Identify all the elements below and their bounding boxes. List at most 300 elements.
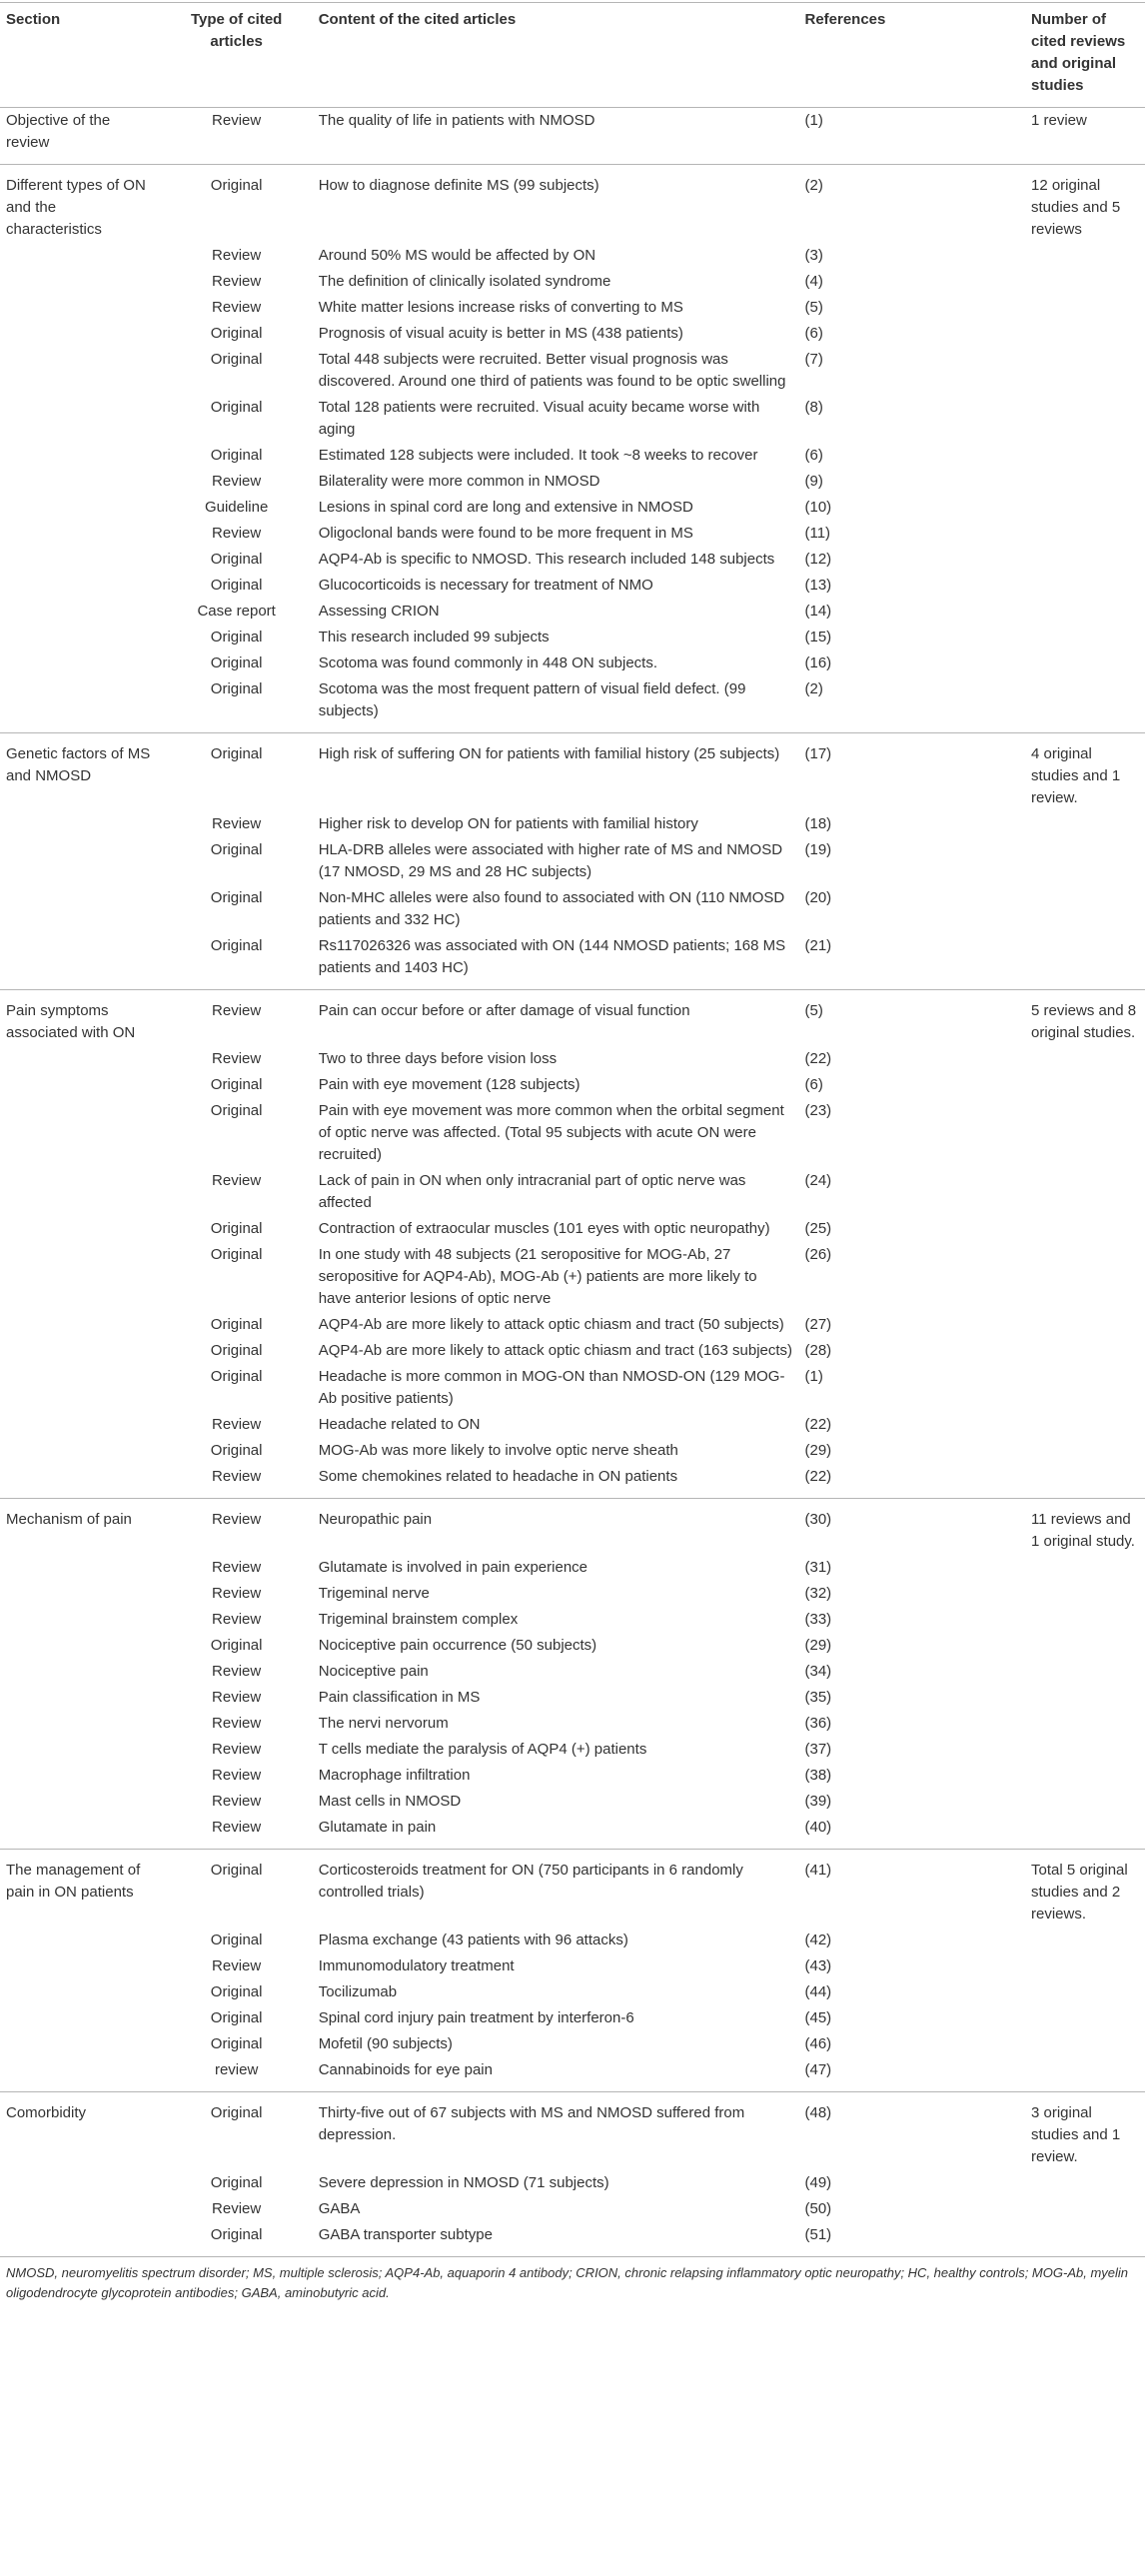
cell-content: Prognosis of visual acuity is better in MS (438 patients) bbox=[318, 325, 683, 342]
table-row bbox=[0, 933, 1145, 990]
cell-number bbox=[1025, 1412, 1145, 1438]
cell-content: Pain classification in MS bbox=[318, 1689, 481, 1706]
cell-content: HLA-DRB alleles were associated with higher rate of MS and NMOSD (17 NMOSD, 29 MS and 28 HC subjects) bbox=[318, 841, 783, 880]
cell-content: Rs117026326 was associated with ON (144 NMOSD patients; 168 MS patients and 1403 HC) bbox=[313, 933, 799, 990]
table-row bbox=[0, 2057, 1145, 2092]
cell-content: The quality of life in patients with NMOSD bbox=[313, 108, 799, 165]
cell-number bbox=[1025, 1633, 1145, 1659]
cell-reference: (30) bbox=[804, 1511, 832, 1528]
cell-number bbox=[1025, 347, 1145, 395]
cell-type: Original bbox=[210, 2035, 263, 2052]
cell-content: Pain with eye movement was more common when the orbital segment of optic nerve was affected. (Total 95 subjects with acute ON were recruited) bbox=[318, 1102, 784, 1163]
cell-content: Trigeminal brainstem complex bbox=[318, 1611, 519, 1628]
cell-section bbox=[0, 1072, 161, 1098]
cell-number bbox=[1025, 1338, 1145, 1364]
cell-number bbox=[1025, 395, 1145, 443]
table-row bbox=[0, 1581, 1145, 1607]
cell-section bbox=[0, 1607, 161, 1633]
cell-content: Headache is more common in MOG-ON than NMOSD-ON (129 MOG-Ab positive patients) bbox=[318, 1368, 785, 1407]
cell-number bbox=[1025, 1216, 1145, 1242]
table-row bbox=[0, 1633, 1145, 1659]
cell-section bbox=[0, 1763, 161, 1789]
cell-reference: (44) bbox=[804, 1983, 832, 2000]
cell-section bbox=[0, 1242, 161, 1312]
cell-reference: (20) bbox=[804, 889, 832, 906]
cell-section bbox=[0, 885, 161, 933]
cell-reference: (32) bbox=[804, 1585, 832, 1602]
cell-number bbox=[1025, 1953, 1145, 1979]
cell-section bbox=[0, 1928, 161, 1953]
cell-section bbox=[0, 1555, 161, 1581]
table-row bbox=[0, 1412, 1145, 1438]
cell-content: Lesions in spinal cord are long and extensive in NMOSD bbox=[318, 499, 693, 516]
cell-reference: (19) bbox=[804, 841, 832, 858]
table-row bbox=[0, 1168, 1145, 1216]
cell-reference: (49) bbox=[804, 2174, 832, 2191]
cell-section bbox=[0, 321, 161, 347]
cell-number bbox=[1025, 547, 1145, 573]
cell-type: Review bbox=[212, 1416, 262, 1433]
cell-section: Mechanism of pain bbox=[6, 1511, 132, 1528]
cell-reference: (2) bbox=[804, 177, 823, 194]
cell-content: Non-MHC alleles were also found to associated with ON (110 NMOSD patients and 332 HC) bbox=[318, 889, 785, 928]
cell-content: Severe depression in NMOSD (71 subjects) bbox=[318, 2174, 609, 2191]
cell-section bbox=[0, 1581, 161, 1607]
table-row bbox=[0, 495, 1145, 521]
cell-number bbox=[1025, 2031, 1145, 2057]
cell-number bbox=[1025, 443, 1145, 469]
table-row bbox=[0, 599, 1145, 625]
cell-reference: (36) bbox=[804, 1715, 832, 1732]
cell-type: Review bbox=[212, 299, 262, 316]
cell-number bbox=[1025, 1607, 1145, 1633]
cell-section bbox=[0, 2031, 161, 2057]
cell-content: GABA bbox=[318, 2200, 361, 2217]
cell-type: Review bbox=[212, 1689, 262, 1706]
table-row bbox=[0, 1098, 1145, 1168]
cell-reference: (5) bbox=[804, 299, 823, 316]
cell-type: Original bbox=[161, 2222, 313, 2257]
cell-section: Comorbidity bbox=[6, 2104, 87, 2121]
cell-number bbox=[1025, 1581, 1145, 1607]
cell-content: In one study with 48 subjects (21 seropositive for MOG-Ab, 27 seropositive for AQP4-Ab), MOG-Ab (+) patients are more likely to have anterior lesions of optic nerve bbox=[318, 1246, 757, 1307]
header-content: Content of the cited articles bbox=[313, 3, 799, 108]
cell-number bbox=[1025, 295, 1145, 321]
cell-number bbox=[1025, 676, 1145, 733]
cell-content: Tocilizumab bbox=[318, 1983, 398, 2000]
cell-reference: (6) bbox=[804, 447, 823, 464]
table-row bbox=[0, 1953, 1145, 1979]
cell-number bbox=[1025, 521, 1145, 547]
cell-reference: (27) bbox=[804, 1316, 832, 1333]
cell-section bbox=[0, 1338, 161, 1364]
cell-content: Cannabinoids for eye pain bbox=[313, 2057, 799, 2092]
cell-content: Immunomodulatory treatment bbox=[318, 1957, 515, 1974]
cell-number bbox=[1025, 1072, 1145, 1098]
cell-number bbox=[1025, 1555, 1145, 1581]
cell-section bbox=[0, 1216, 161, 1242]
cell-content: Spinal cord injury pain treatment by interferon-6 bbox=[318, 2009, 634, 2026]
cell-content: Glucocorticoids is necessary for treatment of NMO bbox=[318, 577, 653, 594]
cell-type: Original bbox=[161, 933, 313, 990]
cell-section bbox=[0, 1737, 161, 1763]
cell-reference: (48) bbox=[804, 2104, 832, 2121]
cell-reference: (2) bbox=[798, 676, 1025, 733]
cell-type: Review bbox=[212, 1585, 262, 1602]
cell-type: Original bbox=[210, 1246, 263, 1263]
header-number: Number of cited reviews and original studies bbox=[1025, 3, 1145, 108]
table-row bbox=[0, 1737, 1145, 1763]
table-footnote: NMOSD, neuromyelitis spectrum disorder; MS, multiple sclerosis; AQP4-Ab, aquaporin 4 antibody; CRION, chronic relapsing inflammatory optic neuropathy; HC, healthy controls; MOG-Ab, myelin oligodendrocyte glycoprotein antibodies; GABA, aminobutyric acid. bbox=[6, 2265, 1129, 2300]
cell-content: Bilaterality were more common in NMOSD bbox=[318, 473, 600, 490]
cell-type: Review bbox=[212, 1767, 262, 1784]
cell-number bbox=[1025, 1763, 1145, 1789]
cell-number bbox=[1025, 625, 1145, 650]
cell-section bbox=[0, 1659, 161, 1685]
cell-type: Original bbox=[210, 351, 263, 368]
cell-reference: (43) bbox=[804, 1957, 832, 1974]
cell-reference: (11) bbox=[804, 525, 831, 542]
cell-section bbox=[0, 547, 161, 573]
cell-reference: (39) bbox=[804, 1793, 832, 1810]
cell-type: Case report bbox=[197, 603, 276, 620]
cell-number bbox=[1025, 1928, 1145, 1953]
cell-content: Around 50% MS would be affected by ON bbox=[318, 247, 596, 264]
cell-number bbox=[1025, 2196, 1145, 2222]
cell-number bbox=[1025, 1364, 1145, 1412]
cell-number bbox=[1025, 1685, 1145, 1711]
cell-type: Review bbox=[212, 525, 262, 542]
table-row bbox=[0, 1659, 1145, 1685]
table-row bbox=[0, 1242, 1145, 1312]
cell-reference: (1) bbox=[804, 1368, 823, 1385]
cell-type: Original bbox=[210, 325, 263, 342]
table-header-row bbox=[0, 3, 1145, 108]
table-row bbox=[0, 2092, 1145, 2171]
cell-type: Review bbox=[212, 1172, 262, 1189]
cell-reference: (51) bbox=[798, 2222, 1025, 2257]
cell-number: 3 original studies and 1 review. bbox=[1030, 2104, 1121, 2165]
cell-section bbox=[0, 269, 161, 295]
cell-content: Nociceptive pain occurrence (50 subjects) bbox=[318, 1637, 597, 1654]
cell-type: Original bbox=[210, 1862, 263, 1879]
table-row bbox=[0, 2005, 1145, 2031]
table-row bbox=[0, 1216, 1145, 1242]
cell-content: AQP4-Ab is specific to NMOSD. This research included 148 subjects bbox=[318, 551, 775, 568]
cell-reference: (14) bbox=[804, 603, 832, 620]
header-references: References bbox=[798, 3, 1025, 108]
cell-type: Original bbox=[210, 177, 263, 194]
cell-number bbox=[1025, 885, 1145, 933]
cell-content: Pain can occur before or after damage of visual function bbox=[318, 1002, 690, 1019]
cell-content: Mofetil (90 subjects) bbox=[318, 2035, 453, 2052]
cell-number: Total 5 original studies and 2 reviews. bbox=[1030, 1862, 1128, 1923]
cell-content: This research included 99 subjects bbox=[318, 629, 550, 645]
cell-number bbox=[1025, 269, 1145, 295]
cell-reference: (26) bbox=[804, 1246, 832, 1263]
table-row bbox=[0, 811, 1145, 837]
cell-reference: (6) bbox=[804, 325, 823, 342]
cell-content: AQP4-Ab are more likely to attack optic chiasm and tract (163 subjects) bbox=[318, 1342, 793, 1359]
table-row bbox=[0, 347, 1145, 395]
cell-type: Original bbox=[210, 551, 263, 568]
table-row bbox=[0, 1046, 1145, 1072]
cell-content: Estimated 128 subjects were included. It took ~8 weeks to recover bbox=[318, 447, 758, 464]
cell-type: Original bbox=[210, 1220, 263, 1237]
cell-type: Review bbox=[161, 1464, 313, 1499]
cell-type: Original bbox=[210, 2174, 263, 2191]
cell-reference: (8) bbox=[804, 399, 823, 416]
table-row bbox=[0, 1979, 1145, 2005]
cell-section bbox=[0, 1711, 161, 1737]
cell-reference: (16) bbox=[804, 654, 832, 671]
table-row bbox=[0, 395, 1145, 443]
cell-reference: (5) bbox=[804, 1002, 823, 1019]
table-row bbox=[0, 2170, 1145, 2196]
cell-section bbox=[0, 676, 161, 733]
cell-section bbox=[0, 521, 161, 547]
cell-section bbox=[0, 1789, 161, 1815]
cell-content: Oligoclonal bands were found to be more frequent in MS bbox=[318, 525, 693, 542]
cell-section bbox=[0, 1815, 161, 1850]
cell-type: review bbox=[161, 2057, 313, 2092]
cell-section bbox=[0, 469, 161, 495]
cell-reference: (25) bbox=[804, 1220, 832, 1237]
cell-content: Scotoma was found commonly in 448 ON subjects. bbox=[318, 654, 658, 671]
cell-section bbox=[0, 1438, 161, 1464]
cell-reference: (42) bbox=[804, 1932, 832, 1948]
cell-type: Original bbox=[210, 889, 263, 906]
cell-reference: (22) bbox=[804, 1050, 832, 1067]
cell-content: Headache related to ON bbox=[318, 1416, 481, 1433]
table-row bbox=[0, 1555, 1145, 1581]
cell-content: Mast cells in NMOSD bbox=[318, 1793, 462, 1810]
cell-type: Review bbox=[212, 1002, 262, 1019]
table-row bbox=[0, 521, 1145, 547]
cell-section bbox=[0, 495, 161, 521]
cell-type: Review bbox=[212, 247, 262, 264]
cell-number: 4 original studies and 1 review. bbox=[1030, 745, 1121, 806]
cell-type: Review bbox=[161, 108, 313, 165]
cell-number bbox=[1025, 837, 1145, 885]
cell-number bbox=[1025, 321, 1145, 347]
cell-content: Total 448 subjects were recruited. Better visual prognosis was discovered. Around one third of patients was found to be optic swelling bbox=[318, 351, 786, 390]
cell-reference: (7) bbox=[804, 351, 823, 368]
cell-number bbox=[1025, 243, 1145, 269]
cell-number bbox=[1025, 1242, 1145, 1312]
cell-content: Some chemokines related to headache in ON patients bbox=[313, 1464, 799, 1499]
cell-reference: (6) bbox=[804, 1076, 823, 1093]
cell-type: Review bbox=[212, 1793, 262, 1810]
cell-type: Original bbox=[210, 577, 263, 594]
cell-section bbox=[0, 395, 161, 443]
cell-reference: (38) bbox=[804, 1767, 832, 1784]
cell-section bbox=[0, 295, 161, 321]
cell-number bbox=[1025, 1438, 1145, 1464]
cell-content: The definition of clinically isolated syndrome bbox=[318, 273, 611, 290]
header-type: Type of cited articles bbox=[161, 3, 313, 108]
cell-reference: (22) bbox=[798, 1464, 1025, 1499]
cell-content: Neuropathic pain bbox=[318, 1511, 433, 1528]
cell-number: 11 reviews and 1 original study. bbox=[1030, 1511, 1135, 1550]
table-row bbox=[0, 2196, 1145, 2222]
table-row bbox=[0, 733, 1145, 812]
cell-reference: (46) bbox=[804, 2035, 832, 2052]
cell-number: 5 reviews and 8 original studies. bbox=[1030, 1002, 1137, 1041]
table-row bbox=[0, 108, 1145, 165]
cell-number bbox=[1025, 1046, 1145, 1072]
cell-section: Pain symptoms associated with ON bbox=[6, 1002, 136, 1041]
table-row bbox=[0, 469, 1145, 495]
cell-number bbox=[1025, 1312, 1145, 1338]
cell-number bbox=[1025, 1711, 1145, 1737]
cell-number bbox=[1025, 1789, 1145, 1815]
table-row bbox=[0, 1928, 1145, 1953]
cell-type: Review bbox=[212, 1559, 262, 1576]
cell-number bbox=[1025, 2005, 1145, 2031]
cell-number bbox=[1025, 1979, 1145, 2005]
table-row bbox=[0, 2222, 1145, 2257]
cell-section bbox=[0, 625, 161, 650]
table-row bbox=[0, 1072, 1145, 1098]
header-section: Section bbox=[0, 3, 161, 108]
cell-type: Original bbox=[210, 1368, 263, 1385]
cell-reference: (15) bbox=[804, 629, 832, 645]
cell-number bbox=[1025, 1737, 1145, 1763]
table-row bbox=[0, 2031, 1145, 2057]
cell-type: Review bbox=[212, 473, 262, 490]
cell-type: Review bbox=[212, 1511, 262, 1528]
cell-section bbox=[0, 650, 161, 676]
table-row bbox=[0, 1364, 1145, 1412]
table-row bbox=[0, 676, 1145, 733]
cell-reference: (34) bbox=[804, 1663, 832, 1680]
cell-reference: (50) bbox=[804, 2200, 832, 2217]
cell-content: Corticosteroids treatment for ON (750 participants in 6 randomly controlled trials) bbox=[318, 1862, 743, 1901]
table-row bbox=[0, 1711, 1145, 1737]
cell-reference: (23) bbox=[804, 1102, 832, 1119]
cell-type: Original bbox=[210, 447, 263, 464]
cell-content: Glutamate in pain bbox=[313, 1815, 799, 1850]
cell-section bbox=[0, 1412, 161, 1438]
cell-number bbox=[1025, 1659, 1145, 1685]
cell-number bbox=[1025, 599, 1145, 625]
cell-number bbox=[1025, 811, 1145, 837]
cell-reference: (24) bbox=[804, 1172, 832, 1189]
cell-section bbox=[0, 837, 161, 885]
cell-section: Genetic factors of MS and NMOSD bbox=[6, 745, 151, 784]
cell-section: Objective of the review bbox=[0, 108, 161, 165]
cell-section bbox=[0, 1685, 161, 1711]
cell-number bbox=[1025, 2057, 1145, 2092]
cell-section bbox=[0, 1953, 161, 1979]
cell-content: High risk of suffering ON for patients with familial history (25 subjects) bbox=[318, 745, 780, 762]
cell-section bbox=[0, 811, 161, 837]
table-row bbox=[0, 1815, 1145, 1850]
cell-type: Original bbox=[210, 745, 263, 762]
cell-reference: (22) bbox=[804, 1416, 832, 1433]
cell-reference: (29) bbox=[804, 1637, 832, 1654]
cell-content: T cells mediate the paralysis of AQP4 (+) patients bbox=[318, 1741, 647, 1758]
cell-section bbox=[0, 1168, 161, 1216]
cell-number bbox=[1025, 1168, 1145, 1216]
cell-reference: (4) bbox=[804, 273, 823, 290]
cell-number bbox=[1025, 469, 1145, 495]
cell-content: AQP4-Ab are more likely to attack optic chiasm and tract (50 subjects) bbox=[318, 1316, 784, 1333]
cell-type: Review bbox=[212, 273, 262, 290]
cell-number bbox=[1025, 1098, 1145, 1168]
table-row bbox=[0, 1464, 1145, 1499]
cell-number bbox=[1025, 2222, 1145, 2257]
cell-type: Review bbox=[212, 1663, 262, 1680]
cell-section: The management of pain in ON patients bbox=[6, 1862, 141, 1901]
cell-type: Original bbox=[210, 1316, 263, 1333]
cell-reference: (17) bbox=[804, 745, 832, 762]
cell-reference: (31) bbox=[804, 1559, 832, 1576]
cell-number bbox=[1025, 650, 1145, 676]
cell-reference: (3) bbox=[804, 247, 823, 264]
citation-table bbox=[0, 2, 1145, 2257]
table-row bbox=[0, 885, 1145, 933]
table-row bbox=[0, 1850, 1145, 1929]
cell-reference: (18) bbox=[804, 815, 832, 832]
cell-reference: (9) bbox=[804, 473, 823, 490]
cell-section bbox=[0, 243, 161, 269]
cell-content: The nervi nervorum bbox=[318, 1715, 449, 1732]
cell-number: 12 original studies and 5 reviews bbox=[1030, 177, 1121, 238]
cell-section bbox=[0, 2057, 161, 2092]
cell-content: Contraction of extraocular muscles (101 eyes with optic neuropathy) bbox=[318, 1220, 770, 1237]
cell-type: Original bbox=[210, 1342, 263, 1359]
cell-number: 1 review bbox=[1025, 108, 1145, 165]
cell-section bbox=[0, 1098, 161, 1168]
cell-reference: (37) bbox=[804, 1741, 832, 1758]
cell-type: Original bbox=[161, 676, 313, 733]
table-row bbox=[0, 1499, 1145, 1556]
cell-type: Original bbox=[210, 1442, 263, 1459]
cell-section bbox=[0, 2170, 161, 2196]
table-row bbox=[0, 1685, 1145, 1711]
table-row bbox=[0, 269, 1145, 295]
cell-section bbox=[0, 1364, 161, 1412]
cell-type: Original bbox=[210, 1932, 263, 1948]
cell-type: Review bbox=[212, 1050, 262, 1067]
cell-section bbox=[0, 1464, 161, 1499]
cell-type: Review bbox=[212, 1741, 262, 1758]
cell-number bbox=[1025, 933, 1145, 990]
cell-reference: (10) bbox=[804, 499, 832, 516]
table-row bbox=[0, 1763, 1145, 1789]
cell-reference: (45) bbox=[804, 2009, 832, 2026]
cell-reference: (41) bbox=[804, 1862, 832, 1879]
cell-type: Original bbox=[210, 2009, 263, 2026]
table-body bbox=[0, 108, 1145, 2257]
cell-section bbox=[0, 347, 161, 395]
cell-content: Pain with eye movement (128 subjects) bbox=[318, 1076, 580, 1093]
cell-number bbox=[1025, 2170, 1145, 2196]
cell-section bbox=[0, 2005, 161, 2031]
cell-number bbox=[1025, 573, 1145, 599]
cell-content: Scotoma was the most frequent pattern of visual field defect. (99 subjects) bbox=[313, 676, 799, 733]
cell-type: Original bbox=[210, 841, 263, 858]
cell-type: Original bbox=[210, 399, 263, 416]
cell-content: Nociceptive pain bbox=[318, 1663, 429, 1680]
cell-section: Different types of ON and the characteristics bbox=[6, 177, 146, 238]
cell-content: Plasma exchange (43 patients with 96 attacks) bbox=[318, 1932, 628, 1948]
cell-content: Two to three days before vision loss bbox=[318, 1050, 558, 1067]
cell-reference: (1) bbox=[798, 108, 1025, 165]
cell-content: How to diagnose definite MS (99 subjects) bbox=[318, 177, 599, 194]
